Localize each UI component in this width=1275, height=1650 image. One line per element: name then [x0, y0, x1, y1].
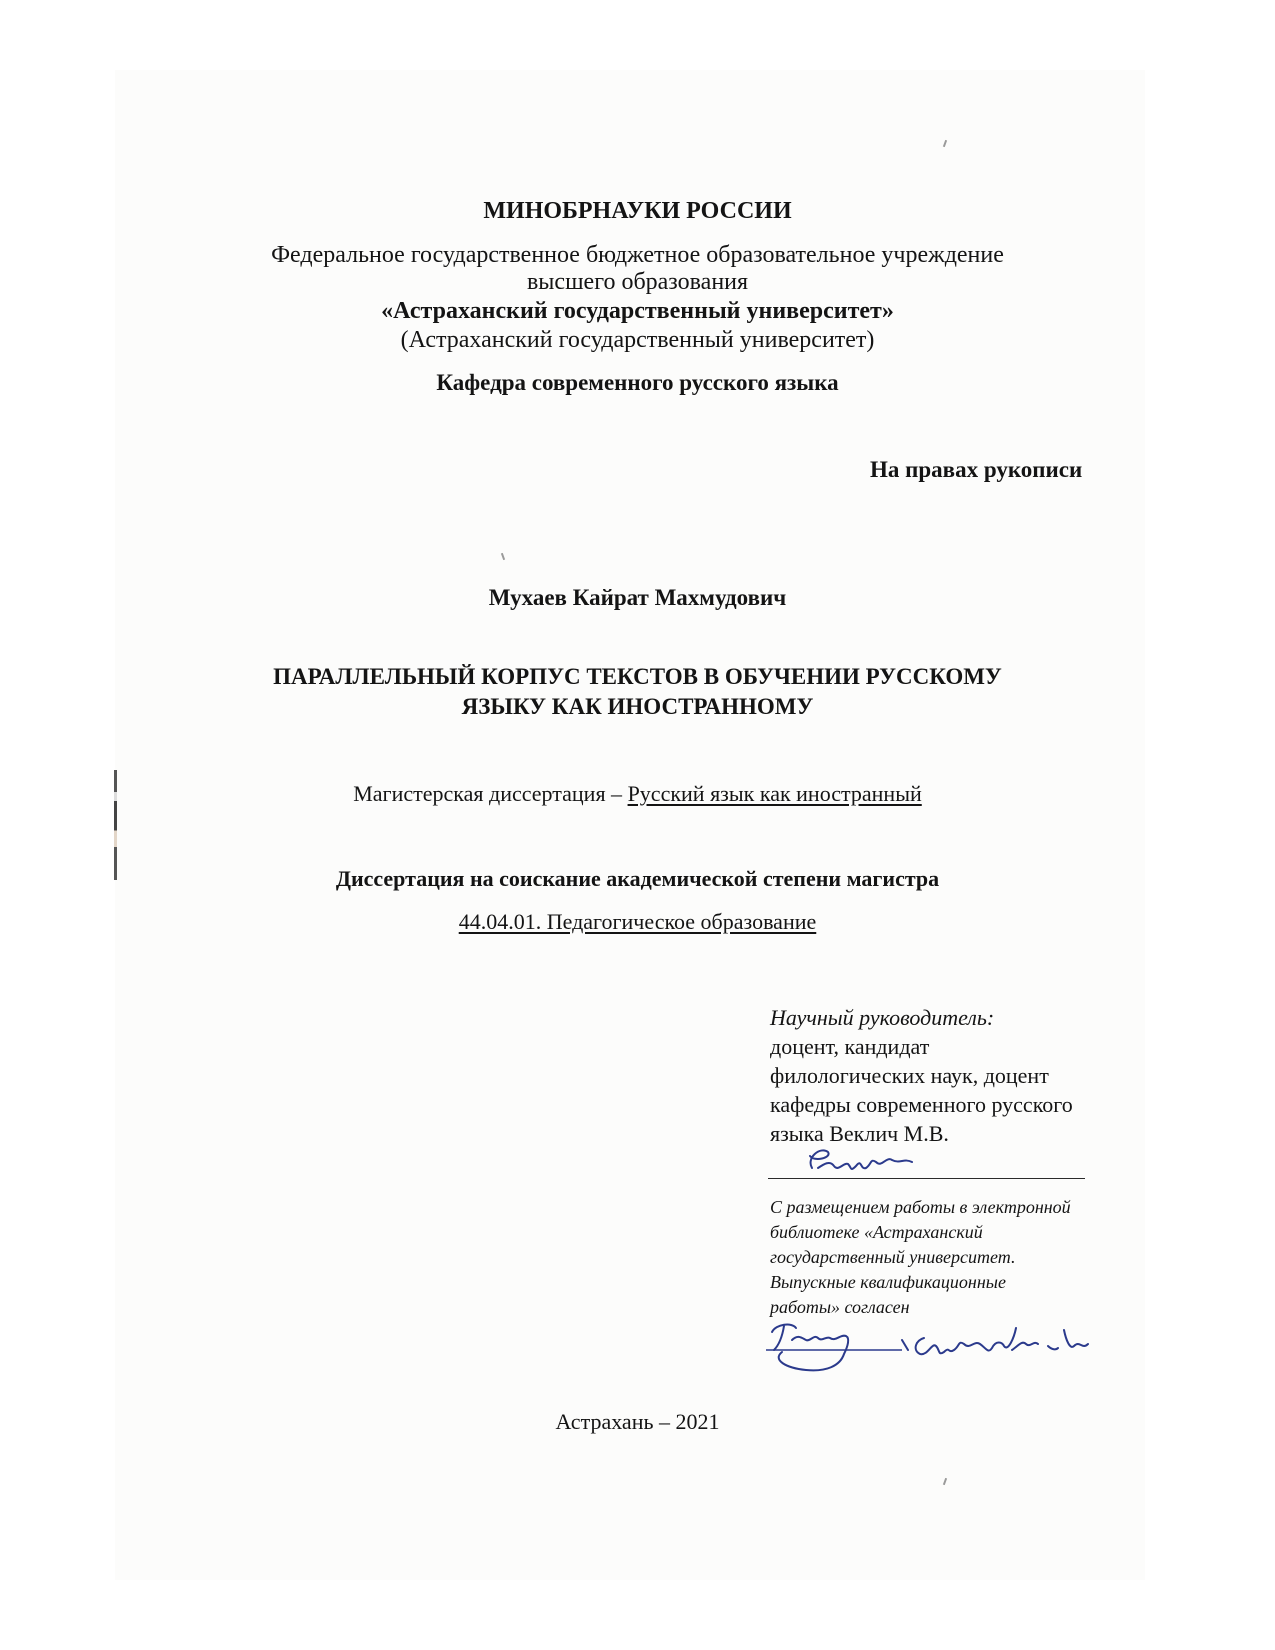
- consent-line: С размещением работы в электронной: [770, 1197, 1071, 1217]
- ministry-heading: МИНОБРНАУКИ РОССИИ: [483, 198, 792, 224]
- supervisor-signature: [800, 1138, 930, 1182]
- student-signatures: [752, 1310, 1102, 1382]
- degree-line: Диссертация на соискание академической степени магистра: [335, 866, 940, 891]
- supervisor-line: филологических наук, доцент: [770, 1063, 1049, 1088]
- university-short-name: (Астраханский государственный университет): [400, 327, 875, 353]
- thesis-title-line-2: ЯЗЫКУ КАК ИНОСТРАННОМУ: [461, 694, 814, 719]
- consent-line: работы» согласен: [770, 1297, 910, 1317]
- consent-line: государственный университет.: [770, 1247, 1016, 1267]
- institution-line-1: Федеральное государственное бюджетное образовательное учреждение: [271, 242, 1004, 268]
- supervisor-line: языка Веклич М.В.: [770, 1121, 949, 1146]
- university-name: «Астраханский государственный университет»: [381, 298, 894, 324]
- thesis-type: [0, 781, 1275, 807]
- consent-line: библиотеке «Астраханский: [770, 1222, 983, 1242]
- thesis-program: Русский язык как иностранный: [627, 781, 922, 806]
- department-name: Кафедра современного русского языка: [436, 370, 839, 395]
- manuscript-note: На правах рукописи: [870, 457, 1083, 482]
- place-year: Астрахань – 2021: [555, 1409, 720, 1434]
- thesis-title-line-1: ПАРАЛЛЕЛЬНЫЙ КОРПУС ТЕКСТОВ В ОБУЧЕНИИ РУССКОМУ: [273, 664, 1002, 689]
- supervisor-line: доцент, кандидат: [770, 1034, 930, 1059]
- institution-line-2: высшего образования: [526, 269, 749, 295]
- supervisor-heading: Научный руководитель:: [770, 1005, 995, 1030]
- specialty-code: 44.04.01. Педагогическое образование: [458, 909, 817, 934]
- consent-line: Выпускные квалификационные: [770, 1272, 1006, 1292]
- supervisor-signature-line: [768, 1178, 1085, 1179]
- consent-block: [770, 1195, 1071, 1320]
- supervisor-block: [770, 1003, 1073, 1148]
- supervisor-line: кафедры современного русского: [770, 1092, 1073, 1117]
- author-name: Мухаев Кайрат Махмудович: [488, 585, 787, 610]
- thesis-type-prefix: Магистерская диссертация –: [353, 781, 628, 806]
